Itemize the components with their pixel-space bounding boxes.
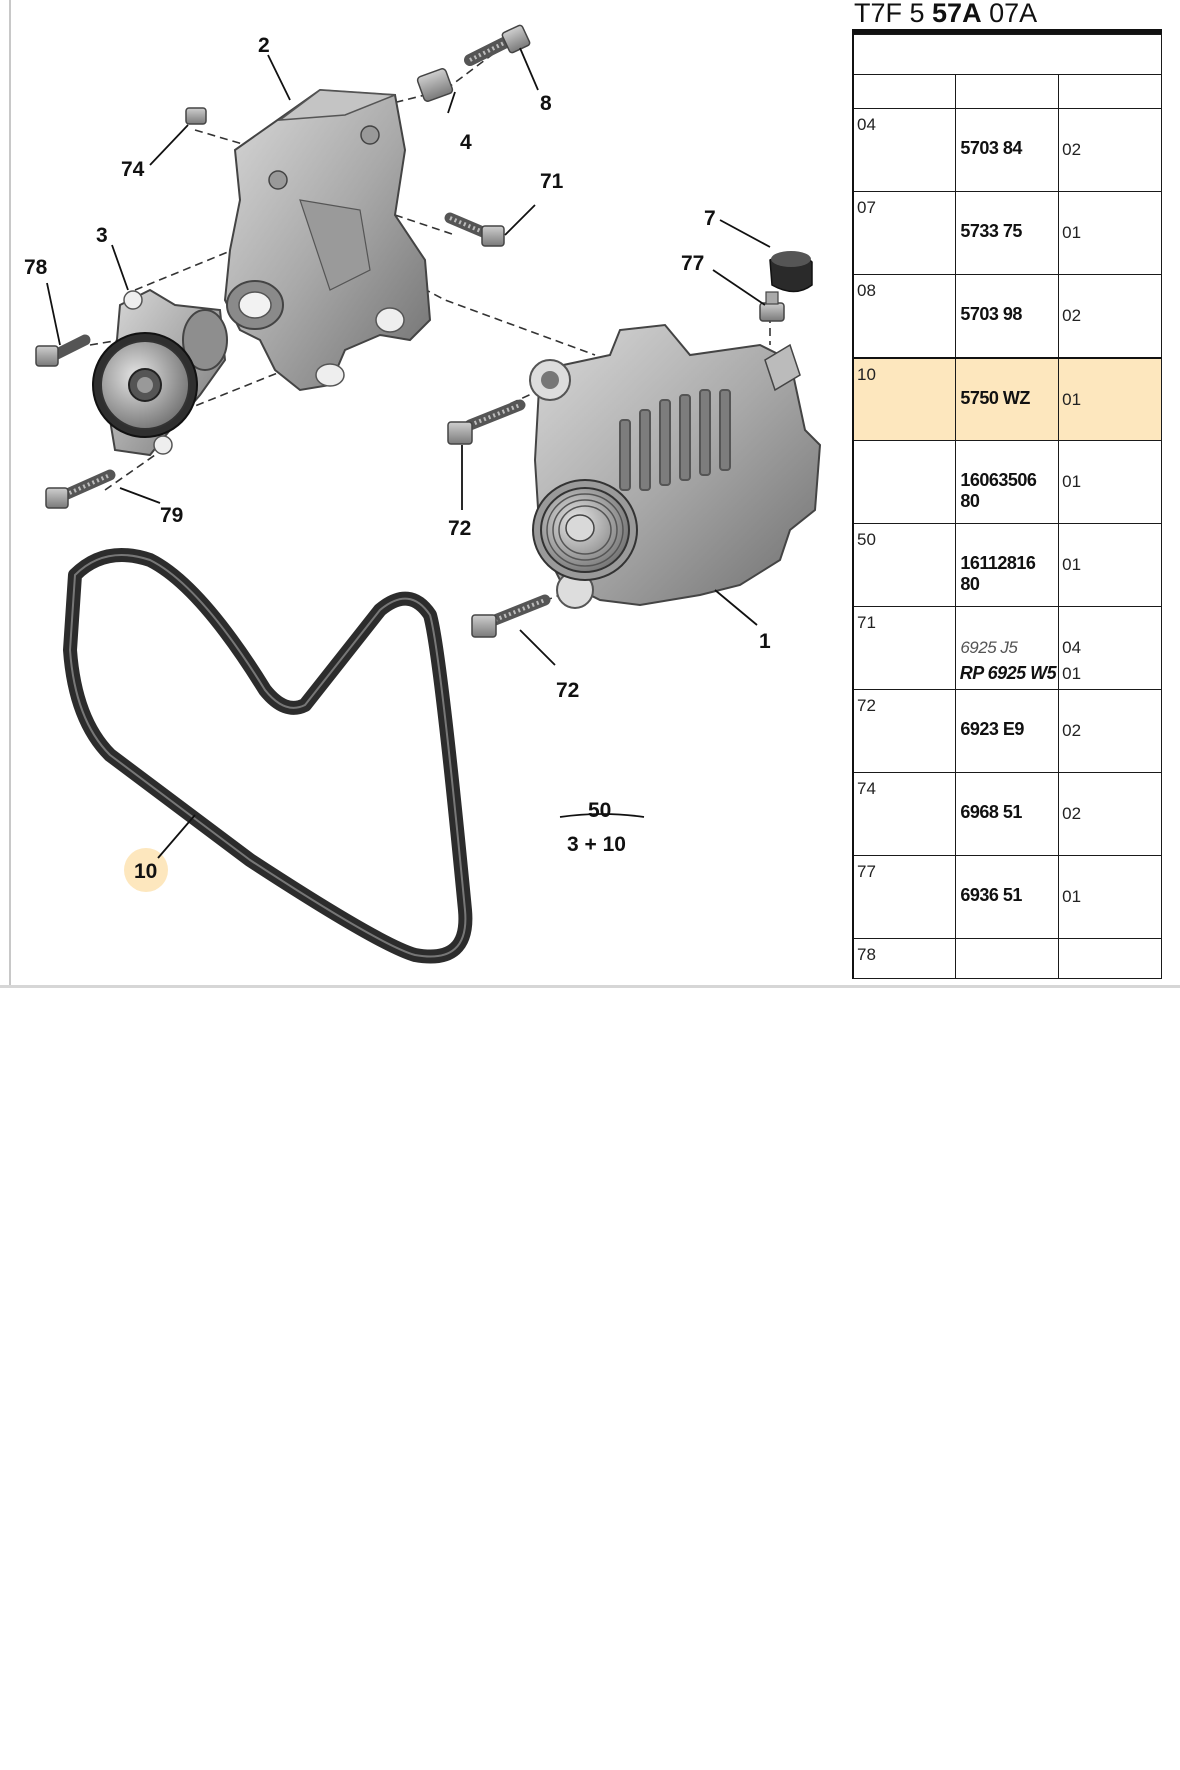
- part-reference[interactable]: 16063506 80: [960, 470, 1037, 511]
- belt-tensioner: [93, 290, 227, 455]
- part-quantity: 02: [1062, 306, 1082, 325]
- part-quantity: 01: [1062, 472, 1082, 491]
- callout-72-lower: 72: [556, 679, 580, 702]
- reference-bold: 57A: [932, 0, 982, 28]
- callout-71: 71: [540, 170, 564, 193]
- part-reference[interactable]: 5703 84: [960, 138, 1022, 158]
- alternator-bracket: [225, 90, 430, 390]
- page-bottom-divider: [0, 985, 1180, 988]
- reference-prefix: T7F 5: [854, 0, 933, 28]
- reference-header: [854, 0, 1174, 32]
- part-quantity: 02: [1062, 721, 1082, 740]
- replacement-quantity: 01: [1062, 664, 1082, 683]
- cap-7: [770, 251, 812, 292]
- row-index: 07: [853, 192, 956, 275]
- row-index: 04: [853, 109, 956, 192]
- part-quantity: 02: [1062, 804, 1082, 823]
- callout-1: 1: [759, 630, 771, 653]
- row-index: 08: [853, 275, 956, 358]
- table-row[interactable]: [853, 192, 1162, 275]
- table-row[interactable]: [853, 690, 1162, 773]
- table-blank-row: [853, 35, 1162, 75]
- table-row[interactable]: [853, 524, 1162, 607]
- part-reference[interactable]: 5733 75: [960, 221, 1022, 241]
- row-index: 72: [853, 690, 956, 773]
- callout-4: 4: [460, 131, 472, 154]
- nut-77: [760, 292, 784, 321]
- callout-2: 2: [258, 34, 270, 57]
- part-reference[interactable]: 16112816 80: [960, 553, 1036, 594]
- table-row[interactable]: [853, 856, 1162, 939]
- table-header-row: [853, 75, 1162, 109]
- callout-72-upper: 72: [448, 517, 472, 540]
- row-index: 78: [853, 939, 956, 979]
- table-row[interactable]: [853, 939, 1162, 979]
- table-row-highlighted[interactable]: [853, 358, 1162, 441]
- kit-note-top: 50: [588, 799, 612, 822]
- row-index: 50: [853, 524, 956, 607]
- row-index: 10: [853, 358, 956, 441]
- part-quantity: 01: [1062, 223, 1082, 242]
- part-reference-replacement[interactable]: RP 6925 W5: [959, 663, 1057, 683]
- part-reference[interactable]: 5750 WZ: [960, 387, 1030, 408]
- part-reference[interactable]: 6923 E9: [960, 719, 1024, 739]
- part-quantity: 01: [1062, 887, 1082, 906]
- spacer-4: [416, 68, 453, 103]
- callout-74: 74: [121, 158, 145, 181]
- part-reference[interactable]: 6968 51: [960, 802, 1022, 822]
- part-quantity: 04: [1062, 638, 1082, 657]
- callout-79: 79: [160, 504, 184, 527]
- row-index: 74: [853, 773, 956, 856]
- bolt-8: [470, 24, 531, 60]
- bolt-72-lower: [472, 600, 545, 637]
- row-index: [853, 441, 956, 524]
- bolt-79: [46, 475, 110, 508]
- reference-suffix: 07A: [981, 0, 1038, 28]
- part-reference-superseded[interactable]: 6925 J5: [960, 638, 1018, 657]
- part-reference[interactable]: 5703 98: [960, 304, 1022, 324]
- bolt-71: [450, 218, 504, 246]
- table-row[interactable]: [853, 109, 1162, 192]
- diagram-frame-left: [9, 0, 11, 985]
- stud-74: [186, 108, 206, 124]
- row-index: 77: [853, 856, 956, 939]
- exploded-parts-diagram: [0, 0, 852, 985]
- table-row[interactable]: [853, 773, 1162, 856]
- ribbed-belt: [70, 555, 465, 957]
- kit-note-bottom: 3 + 10: [567, 833, 626, 856]
- table-row[interactable]: [853, 275, 1162, 358]
- callout-7: 7: [704, 207, 716, 230]
- callout-3: 3: [96, 224, 108, 247]
- row-index: 71: [853, 607, 956, 690]
- part-quantity: 01: [1062, 555, 1082, 574]
- callout-78: 78: [24, 256, 48, 279]
- parts-table: [852, 34, 1162, 979]
- callout-77: 77: [681, 252, 705, 275]
- table-row[interactable]: [853, 441, 1162, 524]
- callout-8: 8: [540, 92, 552, 115]
- bolt-72-upper: [448, 405, 520, 444]
- alternator: [530, 325, 820, 608]
- part-quantity: 02: [1062, 140, 1082, 159]
- part-quantity: 01: [1062, 389, 1082, 409]
- parts-panel: [852, 0, 1180, 985]
- callout-10: 10: [134, 860, 158, 883]
- part-reference[interactable]: 6936 51: [960, 885, 1022, 905]
- table-row[interactable]: [853, 607, 1162, 690]
